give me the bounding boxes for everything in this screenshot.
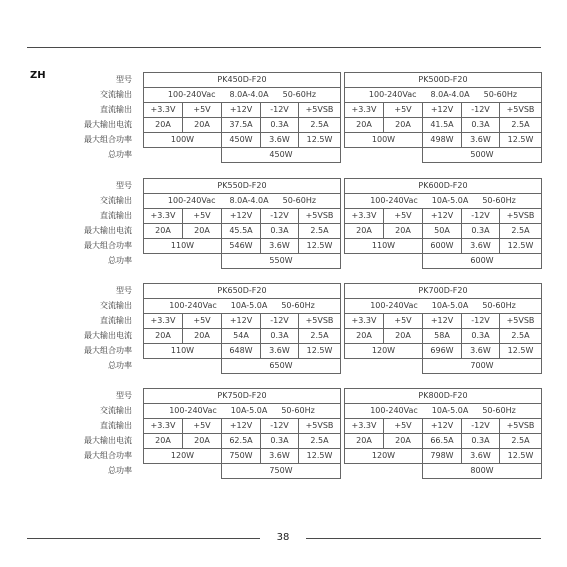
combined-power: 3.6W (261, 239, 299, 254)
row-labels (60, 178, 132, 268)
combined-power: 750W (222, 449, 261, 464)
ac-freq: 50-60Hz (281, 406, 315, 415)
combined-power-low: 110W (345, 239, 423, 254)
model-name: PK650D-F20 (144, 284, 341, 299)
blank-cell (345, 359, 423, 374)
rail-current: 2.5A (500, 329, 542, 344)
ac-input (345, 404, 542, 419)
rail-current: 20A (384, 329, 423, 344)
rail-header: -12V (261, 103, 299, 118)
blank-cell (345, 148, 423, 163)
ac-voltage: 100-240Vac (169, 301, 217, 310)
rail-current: 2.5A (299, 224, 341, 239)
rail-header: +3.3V (144, 314, 183, 329)
row-label: 总功率 (108, 150, 132, 159)
rail-current: 2.5A (500, 118, 542, 133)
row-label: 交流输出 (100, 196, 132, 205)
spec-table (143, 178, 340, 269)
row-label: 直流输出 (100, 316, 132, 325)
top-rule (27, 47, 541, 48)
ac-freq: 50-60Hz (482, 196, 516, 205)
spec-table (344, 388, 541, 479)
total-power: 600W (423, 254, 542, 269)
spec-table (344, 283, 541, 374)
rail-current: 20A (183, 118, 222, 133)
row-label: 交流输出 (100, 406, 132, 415)
ac-freq: 50-60Hz (282, 196, 317, 205)
spec-row-pair (0, 178, 567, 268)
rail-header: +5V (384, 314, 423, 329)
combined-power-low: 120W (345, 449, 423, 464)
combined-power: 3.6W (261, 344, 299, 359)
rail-current: 0.3A (261, 329, 299, 344)
language-tag: ZH (30, 70, 46, 81)
row-label: 型号 (116, 181, 132, 190)
rail-header: +12V (222, 209, 261, 224)
ac-voltage: 100-240Vac (370, 196, 418, 205)
rail-header: +5VSB (500, 209, 542, 224)
row-label: 总功率 (108, 256, 132, 265)
rail-current: 54A (222, 329, 261, 344)
rail-header: +5V (384, 103, 423, 118)
rail-current: 2.5A (299, 434, 341, 449)
footer-rule-right (306, 538, 541, 539)
footer-rule-left (27, 538, 260, 539)
rail-header: +5V (183, 314, 222, 329)
row-label: 最大组合功率 (84, 241, 132, 250)
blank-cell (144, 254, 222, 269)
combined-power: 3.6W (261, 133, 299, 148)
ac-voltage: 100-240Vac (370, 406, 418, 415)
model-name: PK600D-F20 (345, 179, 542, 194)
combined-power: 12.5W (500, 449, 542, 464)
rail-current: 58A (423, 329, 462, 344)
rail-header: +5VSB (299, 419, 341, 434)
blank-cell (144, 464, 222, 479)
rail-current: 20A (144, 329, 183, 344)
combined-power: 12.5W (500, 344, 542, 359)
row-label: 最大输出电流 (84, 120, 132, 129)
rail-header: +3.3V (345, 103, 384, 118)
combined-power-low: 100W (144, 133, 222, 148)
rail-header: +3.3V (345, 209, 384, 224)
ac-input (345, 88, 542, 103)
rail-header: +12V (222, 103, 261, 118)
combined-power: 546W (222, 239, 261, 254)
total-power: 800W (423, 464, 542, 479)
rail-current: 0.3A (462, 224, 500, 239)
rail-header: +5VSB (299, 209, 341, 224)
rail-current: 0.3A (462, 329, 500, 344)
rail-current: 20A (144, 224, 183, 239)
combined-power: 3.6W (462, 344, 500, 359)
row-label: 最大输出电流 (84, 226, 132, 235)
rail-current: 20A (345, 434, 384, 449)
ac-freq: 50-60Hz (281, 301, 315, 310)
rail-current: 2.5A (500, 434, 542, 449)
blank-cell (345, 254, 423, 269)
ac-current: 10A-5.0A (230, 406, 268, 415)
combined-power: 3.6W (462, 239, 500, 254)
ac-input (144, 194, 341, 209)
combined-power: 12.5W (299, 133, 341, 148)
rail-header: -12V (462, 314, 500, 329)
total-power: 650W (222, 359, 341, 374)
rail-current: 62.5A (222, 434, 261, 449)
combined-power: 12.5W (299, 344, 341, 359)
ac-freq: 50-60Hz (482, 406, 516, 415)
rail-current: 20A (144, 434, 183, 449)
row-label: 总功率 (108, 466, 132, 475)
combined-power: 12.5W (299, 449, 341, 464)
rail-current: 20A (384, 224, 423, 239)
rail-header: +3.3V (144, 419, 183, 434)
combined-power-low: 120W (144, 449, 222, 464)
combined-power: 498W (423, 133, 462, 148)
ac-input (345, 194, 542, 209)
row-label: 最大组合功率 (84, 451, 132, 460)
ac-freq: 50-60Hz (483, 90, 518, 99)
rail-current: 20A (384, 434, 423, 449)
combined-power: 12.5W (299, 239, 341, 254)
row-label: 最大组合功率 (84, 346, 132, 355)
ac-current: 10A-5.0A (230, 301, 268, 310)
rail-current: 20A (183, 434, 222, 449)
rail-current: 2.5A (299, 329, 341, 344)
rail-current: 45.5A (222, 224, 261, 239)
ac-current: 8.0A-4.0A (229, 196, 269, 205)
row-labels (60, 388, 132, 478)
combined-power-low: 110W (144, 239, 222, 254)
rail-header: +5VSB (299, 103, 341, 118)
row-label: 型号 (116, 391, 132, 400)
total-power: 450W (222, 148, 341, 163)
rail-header: +12V (423, 209, 462, 224)
rail-header: +12V (423, 103, 462, 118)
row-labels (60, 72, 132, 162)
rail-current: 37.5A (222, 118, 261, 133)
ac-current: 10A-5.0A (431, 301, 469, 310)
combined-power: 600W (423, 239, 462, 254)
page-number: 38 (276, 532, 290, 543)
rail-header: +5VSB (500, 419, 542, 434)
rail-header: +5V (384, 209, 423, 224)
rail-header: -12V (261, 209, 299, 224)
blank-cell (144, 148, 222, 163)
ac-freq: 50-60Hz (282, 90, 317, 99)
blank-cell (345, 464, 423, 479)
ac-voltage: 100-240Vac (169, 406, 217, 415)
rail-current: 2.5A (299, 118, 341, 133)
spec-row-pair (0, 388, 567, 478)
row-label: 型号 (116, 75, 132, 84)
ac-voltage: 100-240Vac (167, 196, 216, 205)
rail-current: 20A (183, 224, 222, 239)
rail-current: 0.3A (261, 118, 299, 133)
total-power: 700W (423, 359, 542, 374)
rail-current: 20A (345, 224, 384, 239)
rail-header: +5V (384, 419, 423, 434)
ac-voltage: 100-240Vac (370, 301, 418, 310)
rail-header: +5VSB (500, 103, 542, 118)
rail-header: +12V (423, 419, 462, 434)
model-name: PK550D-F20 (144, 179, 341, 194)
row-label: 总功率 (108, 361, 132, 370)
rail-header: +3.3V (144, 103, 183, 118)
model-name: PK750D-F20 (144, 389, 341, 404)
rail-current: 0.3A (261, 224, 299, 239)
rail-current: 0.3A (462, 434, 500, 449)
combined-power: 3.6W (462, 449, 500, 464)
rail-header: +12V (222, 314, 261, 329)
total-power: 750W (222, 464, 341, 479)
row-label: 最大输出电流 (84, 436, 132, 445)
rail-header: +5V (183, 103, 222, 118)
spec-table (143, 283, 340, 374)
model-name: PK450D-F20 (144, 73, 341, 88)
spec-table (344, 72, 541, 163)
total-power: 500W (423, 148, 542, 163)
combined-power: 12.5W (500, 133, 542, 148)
ac-current: 8.0A-4.0A (229, 90, 269, 99)
combined-power: 648W (222, 344, 261, 359)
rail-header: -12V (261, 419, 299, 434)
rail-header: +5V (183, 209, 222, 224)
model-name: PK700D-F20 (345, 284, 542, 299)
rail-current: 50A (423, 224, 462, 239)
rail-header: +3.3V (144, 209, 183, 224)
spec-table (143, 72, 340, 163)
rail-header: +3.3V (345, 419, 384, 434)
row-label: 直流输出 (100, 105, 132, 114)
row-label: 直流输出 (100, 211, 132, 220)
spec-table (344, 178, 541, 269)
rail-current: 0.3A (261, 434, 299, 449)
rail-current: 2.5A (500, 224, 542, 239)
rail-header: -12V (462, 103, 500, 118)
spec-table (143, 388, 340, 479)
rail-current: 0.3A (462, 118, 500, 133)
rail-current: 41.5A (423, 118, 462, 133)
combined-power: 12.5W (500, 239, 542, 254)
row-label: 型号 (116, 286, 132, 295)
ac-freq: 50-60Hz (482, 301, 516, 310)
combined-power: 3.6W (261, 449, 299, 464)
rail-header: -12V (462, 209, 500, 224)
rail-header: +12V (423, 314, 462, 329)
spec-row-pair (0, 283, 567, 373)
rail-current: 20A (345, 329, 384, 344)
rail-header: -12V (261, 314, 299, 329)
rail-current: 20A (345, 118, 384, 133)
combined-power: 696W (423, 344, 462, 359)
rail-current: 66.5A (423, 434, 462, 449)
row-label: 直流输出 (100, 421, 132, 430)
total-power: 550W (222, 254, 341, 269)
row-labels (60, 283, 132, 373)
combined-power: 798W (423, 449, 462, 464)
rail-header: -12V (462, 419, 500, 434)
rail-header: +5VSB (500, 314, 542, 329)
ac-input (144, 88, 341, 103)
rail-current: 20A (384, 118, 423, 133)
combined-power-low: 100W (345, 133, 423, 148)
ac-current: 8.0A-4.0A (430, 90, 470, 99)
row-label: 最大输出电流 (84, 331, 132, 340)
ac-current: 10A-5.0A (431, 406, 469, 415)
ac-voltage: 100-240Vac (368, 90, 417, 99)
ac-current: 10A-5.0A (431, 196, 469, 205)
rail-header: +3.3V (345, 314, 384, 329)
blank-cell (144, 359, 222, 374)
row-label: 交流输出 (100, 90, 132, 99)
rail-current: 20A (144, 118, 183, 133)
model-name: PK800D-F20 (345, 389, 542, 404)
row-label: 最大组合功率 (84, 135, 132, 144)
rail-header: +5VSB (299, 314, 341, 329)
spec-row-pair (0, 72, 567, 162)
row-label: 交流输出 (100, 301, 132, 310)
combined-power-low: 110W (144, 344, 222, 359)
ac-input (345, 299, 542, 314)
rail-header: +5V (183, 419, 222, 434)
combined-power-low: 120W (345, 344, 423, 359)
rail-header: +12V (222, 419, 261, 434)
ac-input (144, 299, 341, 314)
model-name: PK500D-F20 (345, 73, 542, 88)
ac-input (144, 404, 341, 419)
ac-voltage: 100-240Vac (167, 90, 216, 99)
rail-current: 20A (183, 329, 222, 344)
combined-power: 3.6W (462, 133, 500, 148)
combined-power: 450W (222, 133, 261, 148)
